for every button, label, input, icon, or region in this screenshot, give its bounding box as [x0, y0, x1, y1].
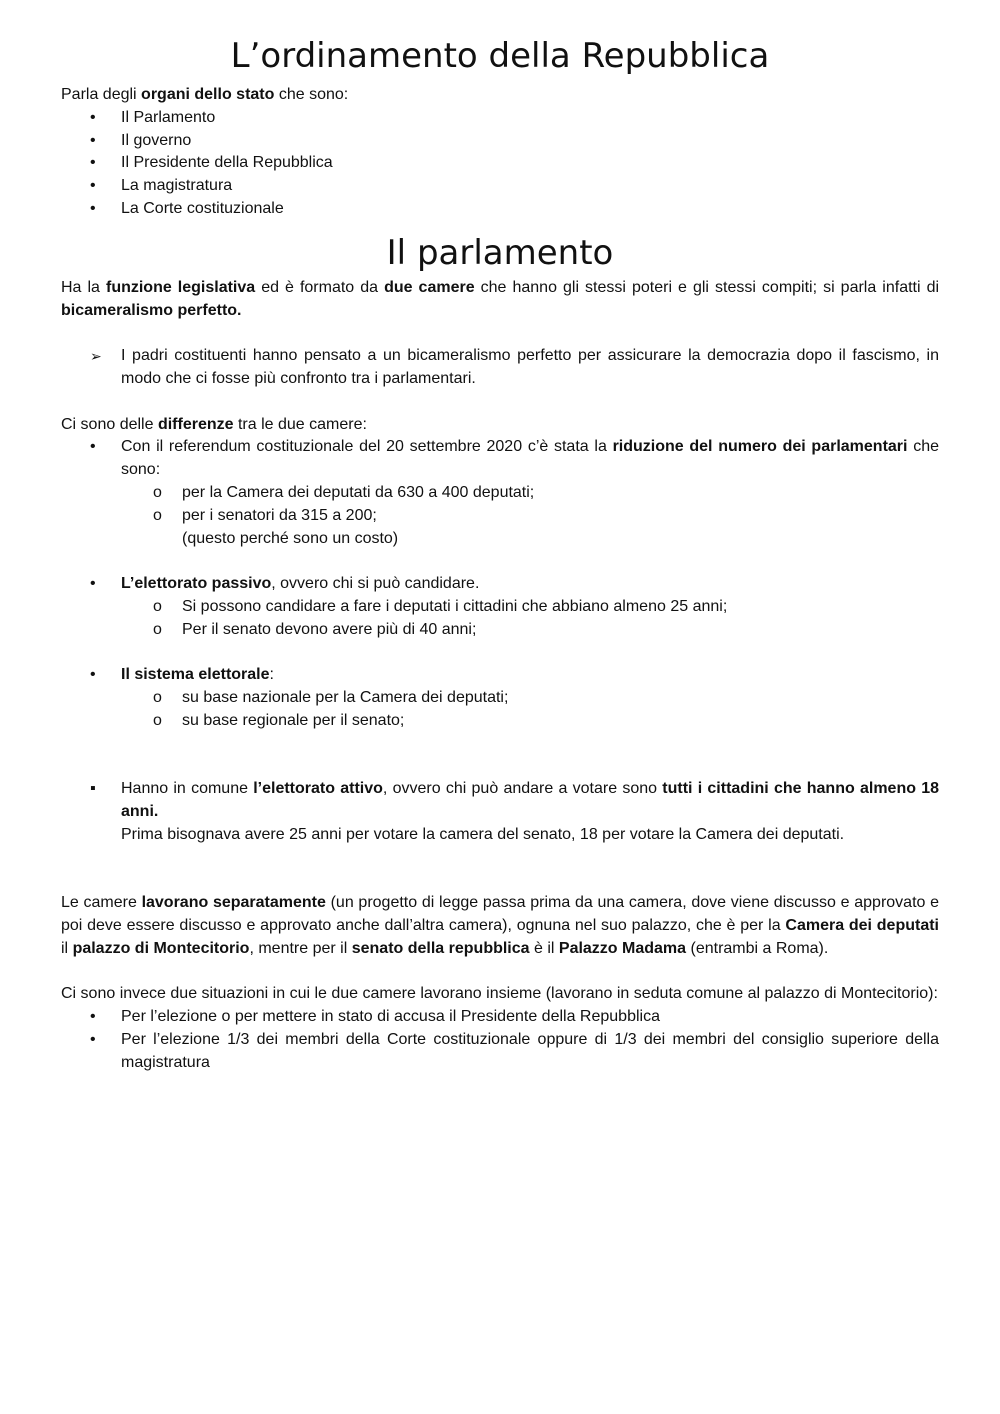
together-paragraph: Ci sono invece due situazioni in cui le due camere lavorano insieme (lavorano in seduta comune al palazzo di Montecitorio):: [61, 985, 938, 1003]
text-span: (un progetto di legge passa prima da una camera, dove viene discusso e approvato e poi deve essere discusso e approvato anche dall’altra camera), ognuna nel suo palazzo, che è per la: [61, 894, 940, 935]
list-item: [61, 596, 939, 619]
spacer: [61, 870, 939, 893]
bold-span: due camere: [384, 278, 475, 296]
circle-bullet-icon: [153, 505, 162, 528]
text-span: è il: [529, 939, 559, 957]
list-item-text: I padri costituenti hanno pensato a un bicameralismo perfetto per assicurare la democrazia dopo il fascismo, in modo che ci fosse più confronto tra i parlamentari.: [121, 347, 939, 387]
bullet-icon: [90, 573, 96, 596]
list-item: [61, 505, 939, 528]
text-span: Con il referendum costituzionale del 20 settembre 2020 c’è stata la: [121, 438, 613, 456]
differences-list: [61, 436, 939, 482]
bold-span: lavorano separatamente: [141, 894, 326, 912]
arrow-list: [61, 345, 939, 391]
list-item: [61, 175, 939, 198]
spacer: [61, 733, 939, 756]
list-item: [61, 198, 939, 221]
referendum-note: (questo perché sono un costo): [182, 529, 399, 547]
bullet-icon: [90, 664, 96, 687]
text-span: il: [61, 939, 73, 957]
circle-bullet-icon: [153, 482, 162, 505]
bold-span: tutti i cittadini che hanno almeno 18 anni.: [121, 780, 940, 821]
spacer: [61, 391, 939, 414]
electoral-list: [61, 664, 939, 687]
list-item-text: Per il senato devono avere più di 40 anni;: [182, 620, 477, 638]
list-item-text: La Corte costituzionale: [121, 199, 284, 217]
spacer: [61, 847, 939, 870]
text-span: , ovvero chi si può candidare.: [271, 575, 480, 593]
text-span: che hanno gli stessi poteri e gli stessi compiti; si parla infatti di: [474, 278, 940, 296]
bullet-icon: [90, 436, 96, 459]
spacer: [61, 961, 939, 984]
intro-suffix: che sono:: [274, 86, 349, 103]
text-span: Ci sono delle: [61, 415, 158, 433]
list-item-text: Per l’elezione 1/3 dei membri della Corte costituzionale oppure di 1/3 dei membri del consiglio superiore della magistratura: [121, 1031, 939, 1071]
passive-list: [61, 573, 939, 596]
square-bullet-icon: [90, 778, 96, 801]
bullet-icon: [90, 152, 96, 175]
spacer: [61, 550, 939, 573]
list-item-text: Si possono candidare a fare i deputati i cittadini che abbiano almeno 25 anni;: [182, 597, 728, 615]
text-span: tra le due camere:: [233, 415, 367, 433]
text-span: Hanno in comune: [121, 780, 254, 798]
list-item-text: Per l’elezione o per mettere in stato di accusa il Presidente della Repubblica: [121, 1008, 660, 1026]
bold-span: Palazzo Madama: [558, 939, 687, 957]
bold-span: differenze: [157, 415, 234, 433]
document-page: [61, 0, 939, 1075]
text-span: che sono:: [121, 438, 939, 479]
common-list: [61, 778, 939, 846]
circle-bullet-icon: [153, 710, 162, 733]
legislative-paragraph: [61, 277, 939, 323]
list-item-text: per la Camera dei deputati da 630 a 400 deputati;: [182, 483, 535, 501]
list-item: [61, 687, 939, 710]
text-span: :: [269, 666, 274, 684]
list-item: [61, 1029, 939, 1075]
together-list: [61, 1006, 939, 1074]
list-item: [61, 482, 939, 505]
bullet-icon: [90, 1006, 96, 1029]
bullet-icon: [90, 107, 96, 130]
list-item-text: per i senatori da 315 a 200;: [182, 506, 377, 524]
bullet-icon: [90, 198, 96, 221]
spacer: [61, 322, 939, 345]
circle-bullet-icon: [153, 596, 162, 619]
list-item: [61, 436, 939, 482]
list-item: [61, 573, 939, 596]
bold-span: Il sistema elettorale: [121, 666, 270, 684]
arrow-bullet-icon: [90, 345, 102, 369]
bullet-icon: [90, 175, 96, 198]
bold-span: Camera dei deputati: [785, 917, 939, 935]
electoral-sublist: [61, 687, 939, 733]
list-item: [61, 1006, 939, 1029]
text-span: Ha la: [61, 278, 106, 296]
organs-list: [61, 107, 939, 221]
spacer: [61, 756, 939, 779]
referendum-sublist: [61, 482, 939, 528]
text-span: ed è formato da: [255, 278, 385, 296]
bold-span: l’elettorato attivo: [253, 780, 383, 798]
bold-span: senato della repubblica: [351, 939, 530, 957]
list-item-text: su base nazionale per la Camera dei deputati;: [182, 689, 509, 707]
list-item-text: su base regionale per il senato;: [182, 711, 405, 729]
differences-intro: [61, 414, 939, 437]
text-span: (entrambi a Roma).: [686, 939, 829, 957]
list-item: [61, 130, 939, 153]
circle-bullet-icon: [153, 619, 162, 642]
text-span: Le camere: [61, 894, 142, 912]
list-item: [61, 710, 939, 733]
list-item: [61, 345, 939, 391]
bold-span: palazzo di Montecitorio: [72, 939, 250, 957]
passive-sublist: [61, 596, 939, 642]
bullet-icon: [90, 1029, 96, 1052]
spacer: [61, 642, 939, 665]
text-span: , ovvero chi può andare a votare sono: [382, 780, 663, 798]
list-item-text: La magistratura: [121, 177, 233, 195]
list-item-text: Il Presidente della Repubblica: [121, 154, 333, 172]
bold-span: bicameralismo perfetto.: [61, 301, 242, 319]
intro-bold: organi dello stato: [141, 86, 275, 103]
bold-span: L’elettorato passivo: [121, 575, 272, 593]
list-item: [61, 152, 939, 175]
bold-span: funzione legislativa: [105, 278, 256, 296]
list-item-text: Il governo: [121, 131, 192, 149]
list-item-text: Il Parlamento: [121, 108, 216, 126]
circle-bullet-icon: [153, 687, 162, 710]
bold-span: riduzione del numero dei parlamentari: [612, 438, 908, 456]
list-item: [61, 619, 939, 642]
list-item: [61, 778, 939, 846]
intro-prefix: Parla degli: [61, 86, 142, 103]
list-item: [61, 107, 939, 130]
intro-paragraph: [61, 84, 939, 107]
text-span: Prima bisognava avere 25 anni per votare la camera del senato, 18 per votare la Camera dei deputati.: [121, 825, 845, 843]
text-span: , mentre per il: [249, 939, 352, 957]
bullet-icon: [90, 130, 96, 153]
separate-paragraph: [61, 892, 939, 960]
section-title: Il parlamento: [386, 232, 614, 273]
document-title: L’ordinamento della Repubblica: [230, 36, 770, 76]
list-item: [61, 664, 939, 687]
